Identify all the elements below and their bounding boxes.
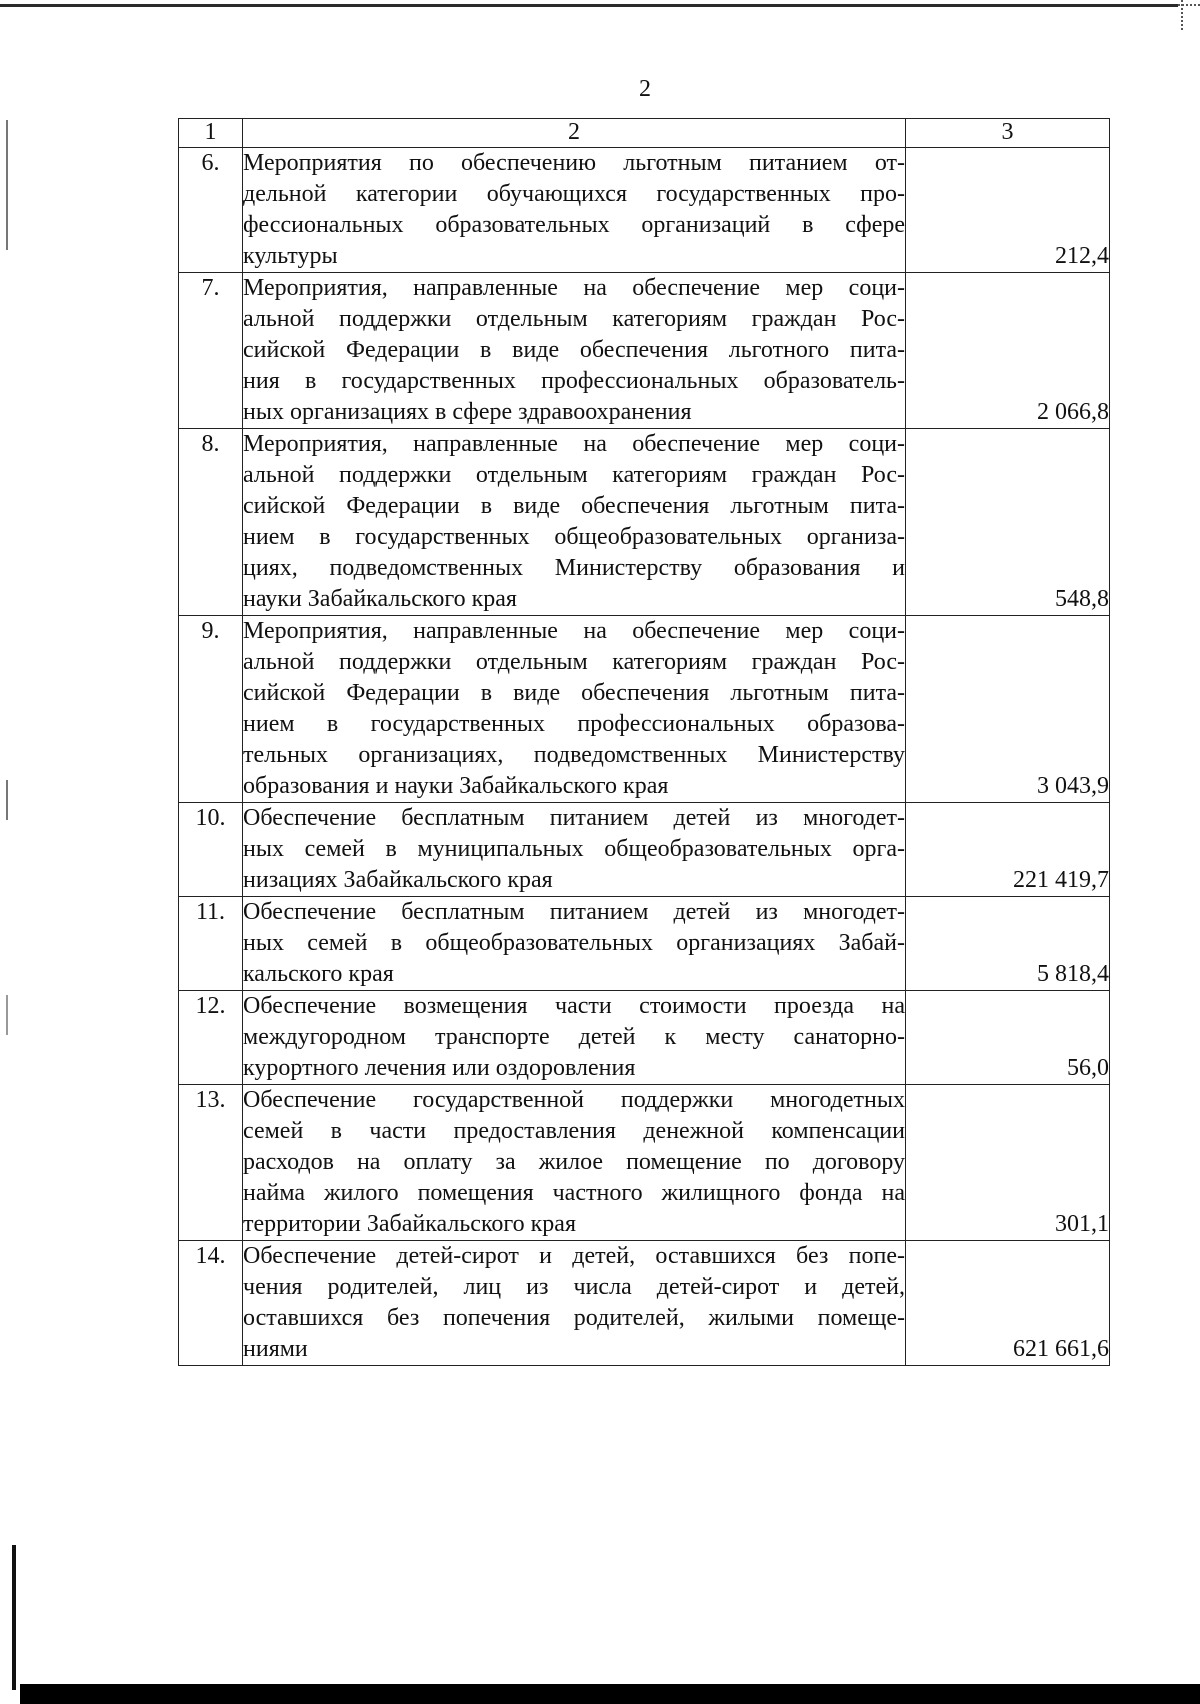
description-line: Обеспечение детей-сирот и детей, оставшихся без попе- — [243, 1243, 905, 1269]
description-line: фессиональных образовательных организаций в сфере — [243, 212, 905, 238]
description-line: Обеспечение государственной поддержки многодетных — [243, 1087, 905, 1113]
description-line: тельных организациях, подведомственных Министерству — [243, 742, 905, 768]
description-line: чения родителей, лиц из числа детей-сирот и детей, — [243, 1274, 905, 1300]
row-number: 9. — [179, 616, 243, 803]
scan-edge-bottom — [20, 1684, 1200, 1704]
table-row — [179, 803, 1110, 897]
description-line: сийской Федерации в виде обеспечения льготным пита- — [243, 493, 905, 519]
row-description — [243, 803, 906, 897]
description-line: нием в государственных профессиональных образова- — [243, 711, 905, 737]
description-line: междугородном транспорте детей к месту санаторно- — [243, 1024, 905, 1050]
row-amount: 2 066,8 — [906, 273, 1110, 429]
table-header-row — [179, 119, 1110, 148]
table-row — [179, 429, 1110, 616]
description-line: сийской Федерации в виде обеспечения льготного пита- — [243, 337, 905, 363]
table-row — [179, 148, 1110, 273]
description-line: дельной категории обучающихся государственных про- — [243, 181, 905, 207]
row-description — [243, 1241, 906, 1366]
description-line: ных семей в муниципальных общеобразовательных орга- — [243, 836, 905, 862]
row-number: 12. — [179, 991, 243, 1085]
page-number: 2 — [639, 76, 651, 102]
description-line: кальского края — [243, 961, 394, 987]
table-row — [179, 897, 1110, 991]
description-line: нием в государственных общеобразовательных организа- — [243, 524, 905, 550]
description-line: оставшихся без попечения родителей, жилыми помеще- — [243, 1305, 905, 1331]
description-line: ных семей в общеобразовательных организациях Забай- — [243, 930, 905, 956]
scan-edge-right — [1181, 0, 1185, 30]
description-line: альной поддержки отдельным категориям граждан Рос- — [243, 462, 905, 488]
row-number: 11. — [179, 897, 243, 991]
description-line: ных организациях в сфере здравоохранения — [243, 399, 692, 425]
description-line: образования и науки Забайкальского края — [243, 773, 669, 799]
description-line: ниями — [243, 1336, 308, 1362]
description-line: Обеспечение возмещения части стоимости проезда на — [243, 993, 905, 1019]
description-line: территории Забайкальского края — [243, 1211, 576, 1237]
description-line: альной поддержки отдельным категориям граждан Рос- — [243, 649, 905, 675]
table-row — [179, 1241, 1110, 1366]
description-line: курортного лечения или оздоровления — [243, 1055, 636, 1081]
scan-edge-left — [6, 995, 8, 1035]
row-amount: 221 419,7 — [906, 803, 1110, 897]
description-line: Мероприятия, направленные на обеспечение мер соци- — [243, 275, 905, 301]
description-line: семей в части предоставления денежной компенсации — [243, 1118, 905, 1144]
description-line: расходов на оплату за жилое помещение по договору — [243, 1149, 905, 1175]
column-header: 3 — [906, 119, 1110, 148]
row-amount: 3 043,9 — [906, 616, 1110, 803]
row-amount: 5 818,4 — [906, 897, 1110, 991]
description-line: найма жилого помещения частного жилищного фонда на — [243, 1180, 905, 1206]
description-line: ния в государственных профессиональных образователь- — [243, 368, 905, 394]
description-line: циях, подведомственных Министерству образования и — [243, 555, 905, 581]
row-number: 14. — [179, 1241, 243, 1366]
column-header: 2 — [243, 119, 906, 148]
table-row — [179, 1085, 1110, 1241]
table-row — [179, 991, 1110, 1085]
description-line: Обеспечение бесплатным питанием детей из многодет- — [243, 805, 905, 831]
row-description — [243, 273, 906, 429]
scan-edge-left — [6, 120, 8, 250]
description-line: культуры — [243, 243, 338, 269]
description-line: сийской Федерации в виде обеспечения льготным пита- — [243, 680, 905, 706]
row-amount: 212,4 — [906, 148, 1110, 273]
row-number: 6. — [179, 148, 243, 273]
table-row — [179, 616, 1110, 803]
row-amount: 56,0 — [906, 991, 1110, 1085]
row-description — [243, 991, 906, 1085]
row-number: 8. — [179, 429, 243, 616]
row-description — [243, 1085, 906, 1241]
description-line: Обеспечение бесплатным питанием детей из многодет- — [243, 899, 905, 925]
row-amount: 301,1 — [906, 1085, 1110, 1241]
description-line: науки Забайкальского края — [243, 586, 517, 612]
description-line: Мероприятия, направленные на обеспечение мер соци- — [243, 618, 905, 644]
column-header: 1 — [179, 119, 243, 148]
row-description — [243, 897, 906, 991]
row-number: 10. — [179, 803, 243, 897]
description-line: низациях Забайкальского края — [243, 867, 553, 893]
row-amount: 548,8 — [906, 429, 1110, 616]
row-amount: 621 661,6 — [906, 1241, 1110, 1366]
scan-edge-top — [0, 4, 1178, 7]
row-number: 7. — [179, 273, 243, 429]
table-body — [179, 119, 1110, 1366]
scan-edge-left-dark — [12, 1545, 16, 1690]
scan-edge-left — [6, 780, 8, 820]
row-description — [243, 616, 906, 803]
data-table — [178, 118, 1110, 1366]
description-line: Мероприятия, направленные на обеспечение мер соци- — [243, 431, 905, 457]
row-number: 13. — [179, 1085, 243, 1241]
row-description — [243, 148, 906, 273]
description-line: Мероприятия по обеспечению льготным питанием от- — [243, 150, 905, 176]
row-description — [243, 429, 906, 616]
table-row — [179, 273, 1110, 429]
description-line: альной поддержки отдельным категориям граждан Рос- — [243, 306, 905, 332]
